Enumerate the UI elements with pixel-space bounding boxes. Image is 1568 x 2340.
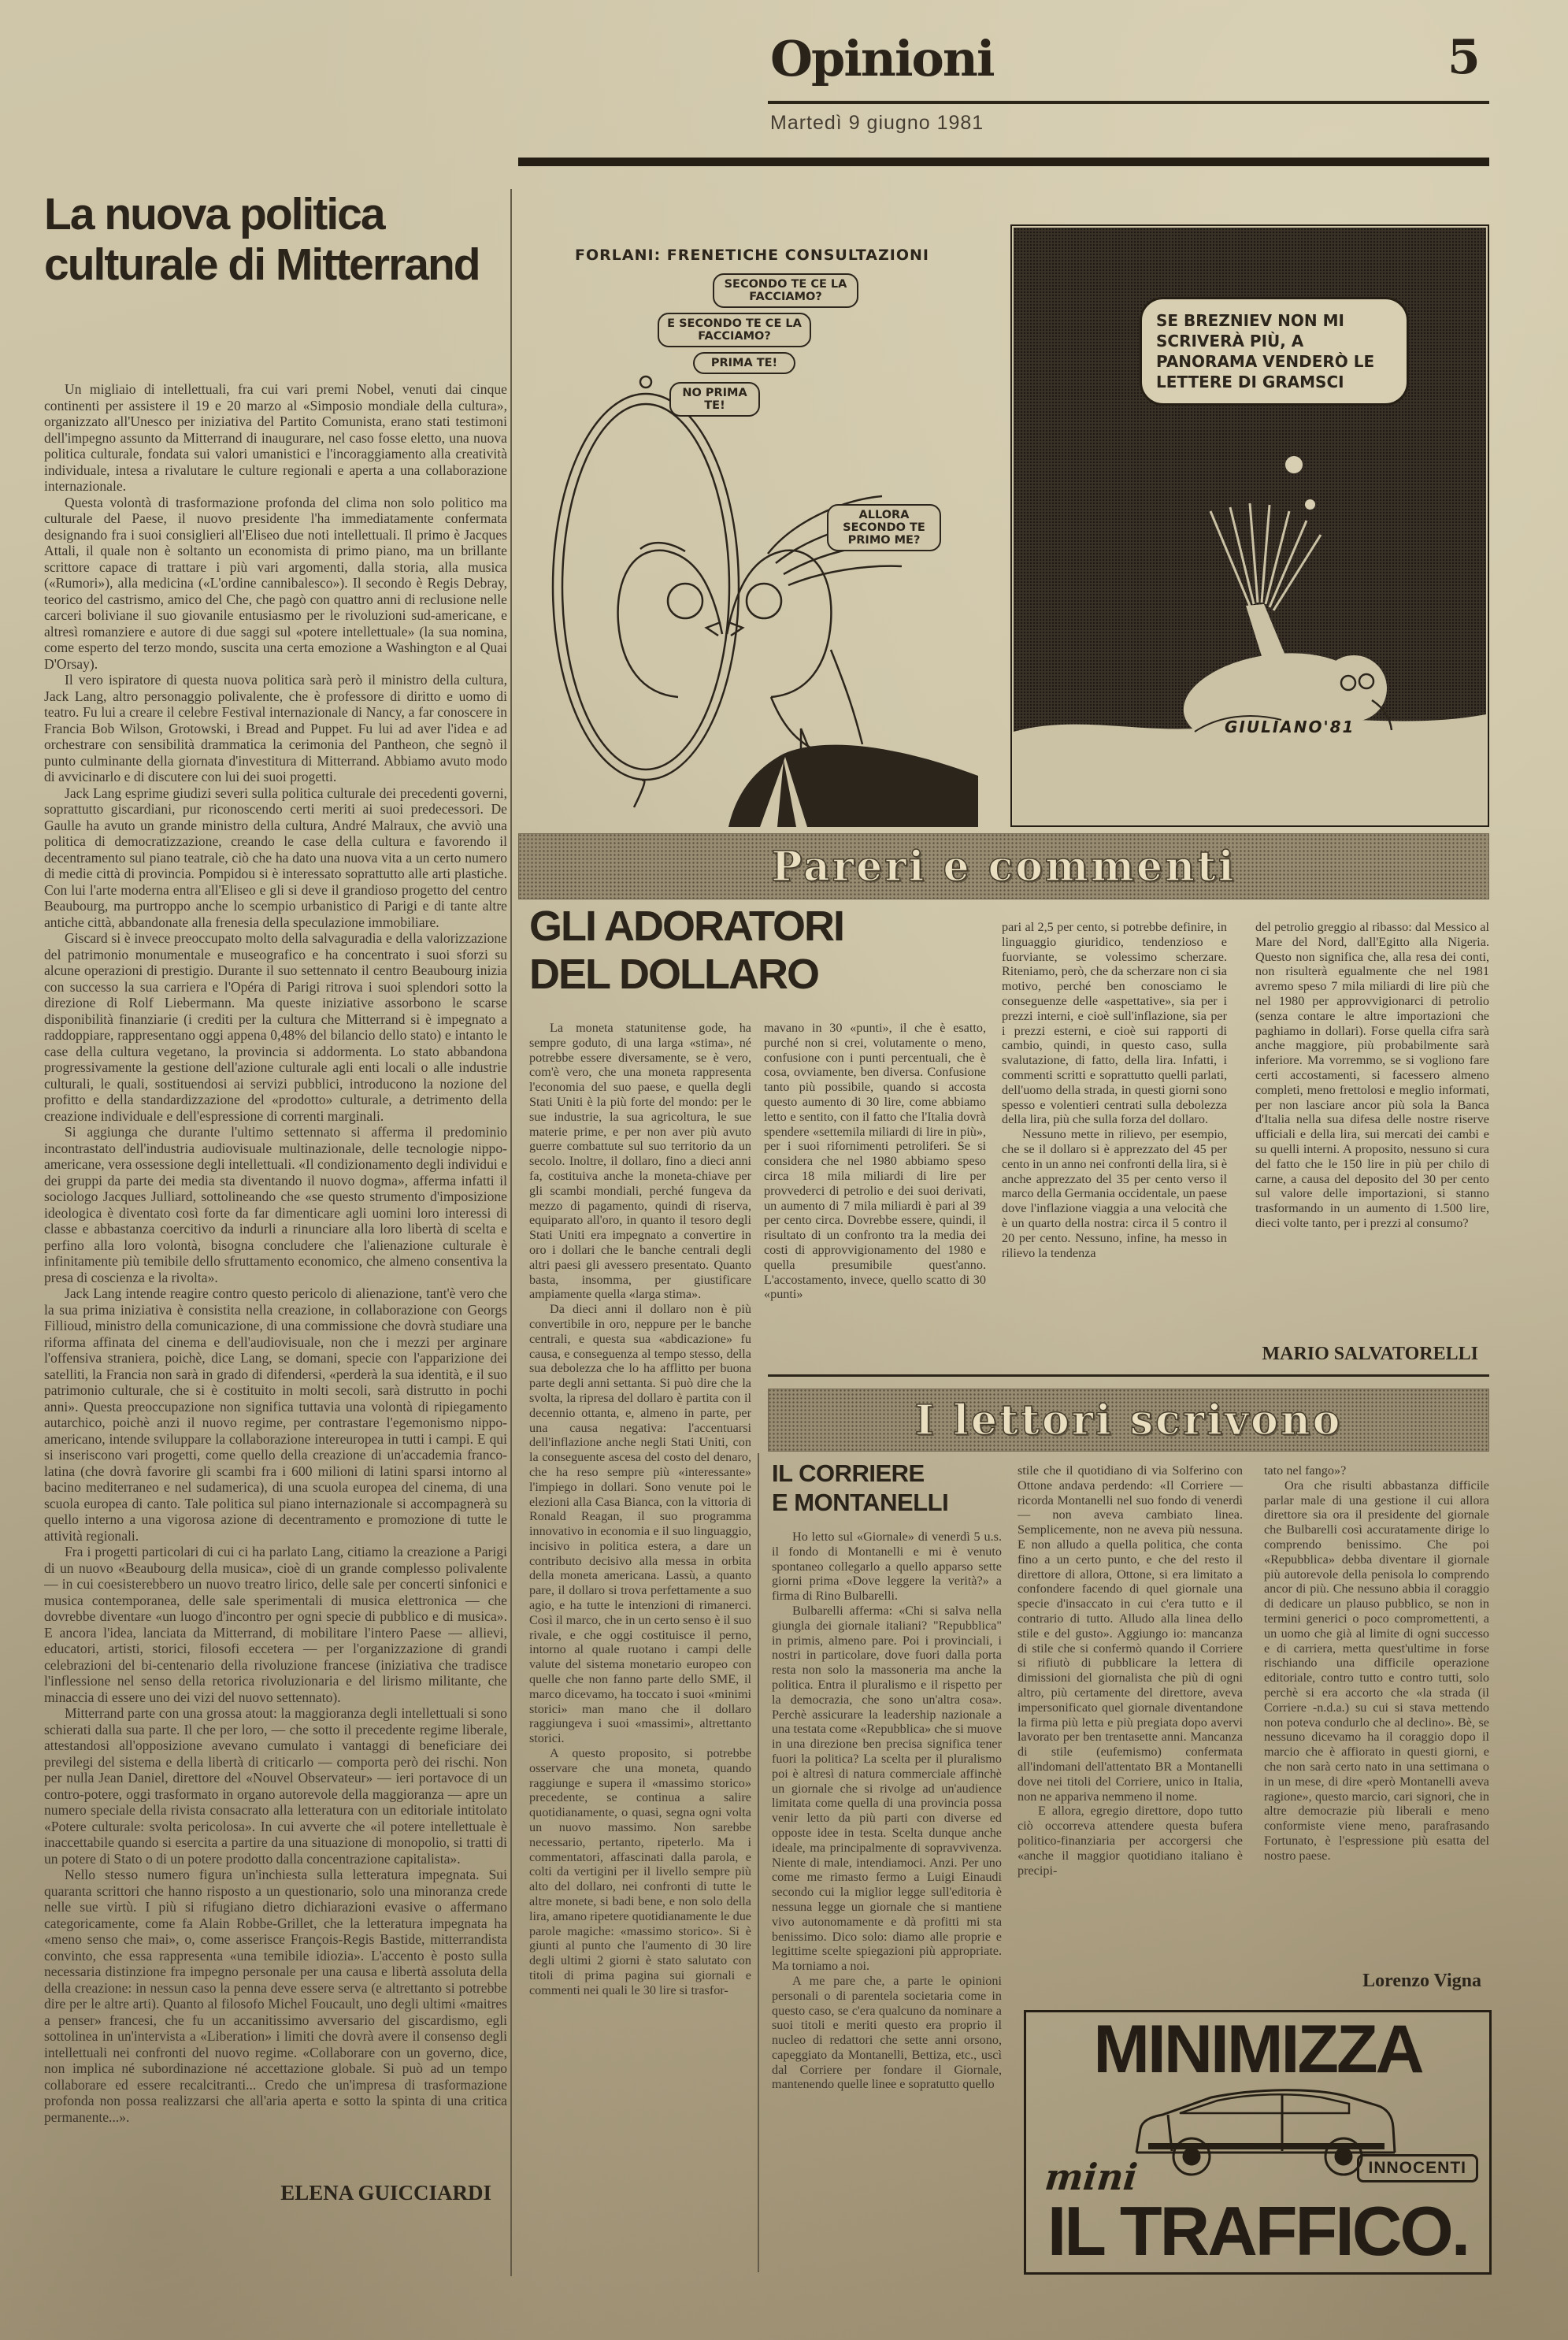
paragraph: Il vero ispiratore di questa nuova politica sarà però il ministro della cultura, Jack Lang, altro personaggio polivalente, che è professore di diritto e uomo di teatro. Fu lui a creare il celebre Festival internazionale di Nancy, a far conoscere in Francia Bob Wilson, Grotowski, i Bread and Puppet. Fu lui ad aver l'idea e ad orchestrare con sensibilità drammatica la cerimonia del Pantheon, che segnò il punto culminante della giornata d'investitura di Mitterrand. Abbiamo avuto modo di avvicinarlo e di discutere con lui dei suoi progetti. bbox=[44, 672, 507, 784]
letter-heading-line1: IL CORRIERE bbox=[772, 1459, 925, 1487]
dollaro-col4-wrap bbox=[1255, 920, 1489, 1365]
paragraph: Nessuno mette in rilievo, per esempio, che se il dollaro si è apprezzato del 45 per cento in un anno nei confronti della lira, si è anche apprezzato del 35 per cento verso il marco della Germania occidentale, un paese dove l'inflazione viaggia a una velocità che è un quarto della nostra: circa il 5 contro il 20 per cento. Nessuno, infine, ha messo in rilievo la tendenza bbox=[1002, 1127, 1227, 1260]
paragraph: Ora che risulti abbastanza difficile parlar male di una gestione il cui allora direttore sia ora il presidente del giornale che Bulbarelli così accuratamente dirige lo comprendo benissimo. Che poi «Repubblica» debba diventare il giornale più autorevole della penisola lo comprendo ancor di più. Che nessuno abbia il coraggio di dedicare un plauso pubblico, se non in termini generici o poco compromettenti, a un uomo che già al limite di ogni successo e di carriera, metta quest'ultime in forse rischiando una difficile operazione editoriale, contro tutto e contro tutti, solo perchè si era accorto che «la strada (il Corriere -n.d.a.) su cui si stava mettendo non poteva condurlo che al declino». Bè, se nessuno dicevamo ha il coraggio dopo il marcio che è affiorato in questi giorni, e che non sarà certo nato in una settimana o in un mese, di dire «però Montanelli aveva ragione», questo marcio, cari signori, che in altre democrazie più liberali e meno conformiste viene meno, parafrasando Fortunato, è l'espressione più esatta del nostro paese. bbox=[1264, 1478, 1489, 1863]
article-mitterrand bbox=[44, 189, 507, 2205]
paragraph: Jack Lang esprime giudizi severi sulla politica culturale dei precedenti governi, soprattutto giscardiani, pur riconoscendo certi meriti ai suoi predecessori. De Gaulle ha avuto un grande ministro della cultura, André Malraux, che avviò una politica di democratizzazione, creando le case della cultura e favorendo il decentramento sul piano teatrale, ciò che ha dato una nuova vita a un certo numero di medie città di provincia. Pompidou si è interessato soprattutto alle arti plastiche. Con lui l'arte moderna entra all'Eliseo e gli si deve il grandioso progetto del centro Beaubourg, ma purtroppo anche lo scempio urbanistico di Parigi e di tante altre antiche città, abbandonate alla frenesia della speculazione immobiliare. bbox=[44, 784, 507, 930]
cartoon-gramsci bbox=[1014, 228, 1486, 824]
letter-col1-wrap bbox=[772, 1459, 1002, 2262]
letter-heading-line2: E MONTANELLI bbox=[772, 1489, 949, 1516]
paragraph: A me pare che, a parte le opinioni personali o di parentela societaria come in questo caso, se c'era qualcuno da nominare a suoi titoli e meriti questo era proprio il nucleo di redattori che sette anni orsono, capeggiato da Montanelli, Bettiza, etc., uscì dal Corriere per fondare il Giornale, mantenendo quelle linee e sopratutto quello bbox=[772, 1973, 1002, 2092]
paragraph: Jack Lang intende reagire contro questo pericolo di alienazione, tant'è vero che la sua prima iniziativa è consistita nella creazione, in collaborazione con Georgs Fillioud, ministro della comunicazione, di una commissione che dovrà studiare una riforma affinata del cinema e dell'audiovisuale, non che i mezzi per arginare l'offensiva straniera, poichè, dice Lang, se domani, specie con l'apparizione dei satelliti, la Francia non sarà in grado di difendersi, «perderà la sua identità, e il suo patrimonio culturale, che si è costituito in molti secoli, sarà distrutto in pochi anni». Questa preoccupazione non significa tuttavia una volontà di ripiegamento autarchico, poichè anzi il nuovo regime, per contrastare l'egemonismo nippo-americano, intende sviluppare la collaborazione intereuropea in tutti i campi. E qui si inseriscono vari progetti, come quello della creazione di un'accademia franco-latina (che dovrà favorire gli scambi fra i 600 milioni di latini sparsi intorno al bacino mediterraneo e nel sudamerica), di una scuola europea del cinema, di una scuola europea di canto. Tale politica sul piano internazionale si accompagnerà su quello interno a una vigorosa azione di decentramento e promozione di tutte le attività regionali. bbox=[44, 1285, 507, 1544]
article-mitterrand-title bbox=[44, 189, 507, 290]
speech-bubble-3: PRIMA TE! bbox=[693, 352, 795, 374]
paragraph: Ho letto sul «Giornale» di venerdì 5 u.s. il fondo di Montanelli e mi è venuto spontaneo collegarlo a quello apparso sette giorni prima «Dove leggere la verità?» a firma di Rino Bulbarelli. bbox=[772, 1530, 1002, 1604]
paragraph: Bulbarelli afferma: «Chi si salva nella giungla dei giornale italiani? "Repubblica" in primis, almeno pare. Poi i provinciali, i nostri in particolare, dove fuori dalla porta resta non solo la massoneria ma anche la politica. Entra il pluralismo e il rispetto per la democrazia, che sono un'altra cosa». Perchè assicurare la leadership nazionale a una testata come «Repubblica» che si muove in una direzione ben precisa significa tener fuori la politica? La scelta per il pluralismo poi è altresì di natura commerciale affinchè un giornale che si rivolge ad un'audience limitata come quella di una provincia possa venir letto da più parti con diverse ed opposte idee in testa. Scelta dunque anche ideale, ma principalmente di sopravvivenza. Niente di male, intendiamoci. Anzi. Per uno come me rimasto fermo a Luigi Einaudi secondo cui la miglior legge sull'editoria è nessuna legge un giornale che si mantiene vivo autonomamente e dà profitti mi sta benissimo. Dico solo: diamo alle proprie e legittime scelte spiegazioni più appropriate. Ma torniamo a noi. bbox=[772, 1603, 1002, 1974]
paragraph: Da dieci anni il dollaro non è più convertibile in oro, neppure per le banche centrali, e questa sua «abdicazione» fu causa, e conseguenza al tempo stesso, della sua debolezza che lo ha afflitto per buona parte degli anni settanta. Si può dire che la svolta, la ripresa del dollaro è partita con il decennio ottanta, e, almeno in parte, per una causa negativa: l'accentuarsi dell'inflazione anche negli Stati Uniti, con la conseguente ascesa del costo del denaro, che ha reso sempre più «interessante» l'impiego in dollari. Sono venute poi le elezioni alla Casa Bianca, con la vittoria di Ronald Reagan, il suo programma innovativo in economia e il suo linguaggio, incisivo in politica estera, a dare un contributo decisivo alla messa in orbita della moneta americana. Lassù, a quanto pare, il dollaro si trova perfettamente a suo agio, e ha tutte le intenzioni di rimanerci. Così il marco, che in un certo senso è il suo rivale, e che oggi costituisce il perno, intorno al quale ruotano i campi delle valute del sistema monetario europeo con quelle che non fanno parte dello SME, il marco dicevamo, ha toccato i suoi «minimi storici» man mano che il dollaro raggiungeva i suoi «massimi», altrettanto storici. bbox=[529, 1302, 751, 1746]
banner-pareri-label: Pareri e commenti bbox=[771, 842, 1236, 891]
dollaro-col4 bbox=[1255, 920, 1489, 1339]
letter-col1 bbox=[772, 1530, 1002, 2262]
paragraph: Nello stesso numero figura un'inchiesta sulla letteratura impegnata. Sui quaranta scrittori che hanno risposto a un questionario, solo una minoranza crede nelle sue virtù. I più si rifugiano dietro dichiarazioni evasive o affermano categoricamente, come fa Alain Robbe-Grillet, che la letteratura impegnata ha «meno senso che mai», o, come asserisce François-Regis Bastide, mitterrandista convinto, che essa rappresenta «una temibile idiozia». L'accento è posto sulla necessaria distinzione fra impegno personale per una causa e libertà assoluta della della creazione: in nessun caso la penna deve essere serva (e altrettanto si potrebbe dire per le altre arti). Quanto al filosofo Michel Foucault, uno degli ultimi «maitres a penser» francesi, che fu un accanitissimo avversario del giscardismo, egli sottolinea in un'intervista a «Liberation» i limiti che dovrà avere il consenso degli intellettuali nei confronti del nuovo regime. «Collaborare con un governo, dice, non implica né subordinazione né accettazione globale. Si può ad un tempo collaborare ed essere recalcitranti... Credo che un'impresa di trasformazione profonda non possa realizzarsi che all'aria aperta e sotto la spinta di una critica permanente...». bbox=[44, 1867, 507, 2125]
letter-col2 bbox=[1018, 1463, 1243, 2002]
title-line2: culturale di Mitterrand bbox=[44, 239, 480, 290]
page-title: Opinioni bbox=[770, 30, 994, 87]
letters-top-rule bbox=[768, 1374, 1489, 1377]
article-mitterrand-body bbox=[44, 381, 507, 2236]
bubble-dot-large bbox=[1285, 456, 1303, 473]
section-top-bar bbox=[518, 158, 1489, 166]
cartoon-forlani-caption: FORLANI: FRENETICHE CONSULTAZIONI bbox=[575, 247, 929, 264]
paragraph: tato nel fango»? bbox=[1264, 1463, 1347, 1478]
banner-lettori-label: I lettori scrivono bbox=[914, 1396, 1343, 1444]
paragraph: Mitterrand parte con una grossa atout: la maggioranza degli intellettuali si sono schierati dalla sua parte. Il che per loro, — che sotto il precedente regime liberale, attestandosi all'opposizione avevano cumulato i vantaggi di beneficiare dei previlegi del sistema e della libertà di criticarlo — comporta però dei rischi. Non per nulla Jean Daniel, direttore del «Nouvel Observateur» — ieri portavoce di un contro-potere, oggi trasformato in organo autorevole della maggioranza — apre un numero speciale della rivista consacrato alla letteratura con un editoriale intitolato «Potere culturale: svolta pericolosa». In cui avverte che «il potere intellettuale è inaccettabile quando si esercita a partire da una situazione di monopolio, si tratti di un potere di Stato o di un potere prodotto dalla concentrazione capitalista». bbox=[44, 1705, 507, 1867]
speech-bubble-1: SECONDO TE CE LA FACCIAMO? bbox=[713, 273, 858, 308]
speech-bubble-5: ALLORA SECONDO TE PRIMO ME? bbox=[827, 504, 941, 551]
paragraph: stile che il quotidiano di via Solferino con Ottone andava perdendo: «Il Corriere — ricorda Montanelli nel suo fondo di venerdì — non aveva cambiato linea. Semplicemente, non ne aveva più nessuna. E non alludo a quella politica, che conta fino a un certo punto, e che del resto il direttore di allora, Ottone, si era limitato a confondere facendo di quel giornale una specie d'insaccato in cui c'era tutto e il contrario di tutto. Alludo alla linea dello stile e del gusto». Aggiungo io: mancanza di stile che si confermò quando il Corriere si rifiutò di pubblicare la lettera di dimissioni del giornalista che più di ogni altro, più certamente del direttore, aveva impersonificato quel giornale diventandone la firma più letta e più pregiata dopo avervi lavorato per ben trentasette anni. Mancanza di stile (eufemismo) confermata all'indomani dell'attentato BR a Montanelli dove nei titoli del Corriere, unico in Italia, non ne appariva nemmeno il nome. bbox=[1018, 1463, 1243, 1804]
paragraph: del petrolio greggio al ribasso: dal Messico al Mare del Nord, dall'Egitto alla Nigeria. Questo non significa che, alla resa dei conti, non risulterà egualmente che nel 1981 avremo speso 7 mila miliardi di lire più che nel 1980 per approvvigionarci di petrolio (senza contare le altre importazioni che paghiamo in dollari). Forse quella cifra sarà anche maggiore, più probabilmente sarà inferiore. Ma vorremmo, se si vogliono fare certi accostamenti, si facessero almeno completi, meno frettolosi e meglio informati, per non lasciare ancor più sola la Banca d'Italia nella sua difesa delle nostre riserve ufficiali e della lira, sui mercati dei cambi e su quelli interni. A proposito, nessuno si cura del fatto che le 150 lire in più per chilo di carne, a causa del deposito del 30 per cento sul valore delle importazioni, si stanno trasformando in un aumento di 1.500 lire, dieci volte tanto, per i prezzi al consumo? bbox=[1255, 920, 1489, 1230]
column-rule-mid bbox=[758, 1453, 759, 2272]
innocenti-badge: INNOCENTI bbox=[1357, 2154, 1479, 2182]
letter-col3-wrap bbox=[1264, 1463, 1489, 1992]
speech-bubble-2: E SECONDO TE CE LA FACCIAMO? bbox=[658, 313, 811, 347]
banner-pareri bbox=[518, 833, 1489, 899]
header-rule bbox=[768, 101, 1489, 104]
paragraph: Un migliaio di intellettuali, fra cui vari premi Nobel, venuti dai cinque continenti per assistere il 19 e 20 marzo al «Simposio mondiale della cultura», organizzato all'Unesco per iniziativa del Partito Comunista, erano stati testimoni dell'impegno assunto da Mitterrand di inaugurare, nel caso fosse eletto, una nuova politica culturale, fondata sui valori umanistici e l'incoraggiamento alla creatività individuale, intesa a rivalutare le culture regionali e aperta a una collaborazione internazionale. bbox=[44, 381, 507, 494]
dollaro-col2 bbox=[764, 1021, 986, 1367]
paragraph: La moneta statunitense gode, ha sempre goduto, di una larga «stima», né potrebbe essere diversamente, se è vero, com'è vero, che una moneta rappresenta l'economia del suo paese, e quella degli Stati Uniti è la più forte del mondo: per le sue industrie, la sua agricoltura, le sue materie prime, e per non aver più avuto guerre combattute sul suo territorio da un secolo. Inoltre, il dollaro, fino a dieci anni fa, costituiva anche la moneta-chiave per gli scambi mondiali, perché fungeva da mezzo di pagamento, quindi di riserva, equiparato all'oro, in quanto il tesoro degli Stati Uniti era impegnato a convertire in oro i dollari che le banche centrali degli altri paesi gli avessero presentato. Quanto basta, insomma, per giustificare ampiamente quella «larga stima». bbox=[529, 1021, 751, 1302]
bubble-dot-small bbox=[1305, 499, 1315, 510]
paragraph: E allora, egregio direttore, dopo tutto ciò occorreva attendere questa bufera politico-finanziaria per accorgersi che «anche il maggior quotidiano italiano è precipi- bbox=[1018, 1804, 1243, 1878]
paragraph: Si aggiunga che durante l'ultimo settennato si afferma il predominio incontrastato dell'industria audiovisuale multinazionale, delle tecnologie nippo-americane, vera ossessione degli intellettuali. «Il condizionamento degli individui e dei gruppi da parte dei media sta diventando il nuovo dogma», afferma infatti il sociologo Jacques Julliard, sottolineando che «se questo strumento d'imposizione ideologica è diventato così forte da far dimenticare agli uomini loro interessi di classe e abbastanza coercitivo da indurli a rinunciare alla loro libertà di scelta e perfino alla loro volontà, bisogna concludere che l'alienazione culturale è infinitamente più temibile dello sfruttamento economico, che almeno consentiva la presa di coscienza e la rivolta». bbox=[44, 1124, 507, 1285]
mini-logo: mini bbox=[1043, 2156, 1140, 2198]
paragraph: pari al 2,5 per cento, si potrebbe definire, in linguaggio giuridico, tendenzioso e fuorviante, se volessimo scherzare. Riteniamo, però, che da scherzare non ci sia motivo, perché ben conosciamo le conseguenze delle «aspettative», sia per i prezzi interni, e cioè sull'inflazione, sia per i prezzi esterni, e cioè sui rapporti di cambio, quindi, in questo caso, sulla svalutazione, di fatto, della lira. Infatti, i commenti scritti e soprattutto quelli parlati, dell'uomo della strada, in questi giorni sono spesso e volentieri centrati sulla debolezza della lira, più che sulla forza del dollaro. bbox=[1002, 920, 1227, 1127]
thought-bubble: SE BREZNIEV NON MI SCRIVERÀ PIÙ, A PANORAMA VENDERÒ LE LETTERE DI GRAMSCI bbox=[1140, 297, 1409, 406]
paragraph: Questa volontà di trasformazione profonda del clima non solo politico ma culturale del Paese, il nuovo presidente l'ha immediatamente confermata designando fra i suoi consiglieri all'Eliseo due noti intellettuali. Il primo è Jacques Attali, il quale non è soltanto un economista di primo piano, ma un brillante scrittore capace di trattare i più vari argomenti, dalla storia, alla musica («Rumori»), alla medicina («L'ordine cannibalesco»). Il secondo è Regis Debray, teorico del castrismo, amico del Che, che pagò con quattro anni di reclusione nelle carceri boliviane il suo giovanile entusiasmo per le rivoluzioni sud-americane, e altresì romanziere e autore di due saggi sul «potere intellettuale» (la sua nomina, come esperto del terzo mondo, suscita una certa emozione a Washington e al Quai D'Orsay). bbox=[44, 494, 507, 672]
letter-signature: Lorenzo Vigna bbox=[1362, 1971, 1481, 1991]
banner-lettori bbox=[768, 1389, 1489, 1452]
dollaro-col1 bbox=[529, 1021, 751, 2243]
cartoon-forlani bbox=[524, 224, 978, 827]
letter-heading bbox=[772, 1459, 1002, 1517]
ad-headline-2: IL TRAFFICO. bbox=[1047, 2192, 1469, 2270]
dollaro-title-line2: DEL DOLLARO bbox=[529, 951, 818, 998]
paragraph: A questo proposito, si potrebbe osservare che una moneta, quando raggiunge e supera il «massimo storico» precedente, se continua a salire quotidianamente, o quasi, segna ogni volta un nuovo massimo. Non sarebbe necessario, pertanto, ripeterlo. Ma i commentatori, affascinati dalla parola, e colti da vertigini per il livello sempre più alto del dollaro, nei confronti di tutte le altre monete, si badi bene, e non solo della lira, amano ripetere quotidianamente le due parole magiche: «massimo storico». Si è giunti al punto che l'aumento di 30 lire degli ultimi 2 giorni è stato salutato con titoli di prima pagina sui giornali e commenti nei quali le 30 lire si trasfor- bbox=[529, 1746, 751, 1997]
dollaro-signature: MARIO SALVATORELLI bbox=[1262, 1344, 1478, 1364]
ad-headline-1: MINIMIZZA bbox=[1093, 2012, 1422, 2087]
paragraph: Giscard si è invece preoccupato molto della salvaguradia e della valorizzazione del patrimonio monumentale e museografico e ha concentrato i suoi sforzi su alcune operazioni di prestigio. Durante il suo settennato il centro Beaubourg inizia con successo la sua carriera e l'Opéra di Parigi ritrova i suoi splendori sotto la direzione di Rolf Liebermann. Ma queste iniziative assorbono le scarse disponibilità finanziarie (i crediti per la cultura che Mitterrand si è impegnato a raddoppiare, rappresentano oggi appena 0,48% del bilancio dello stato) e intanto le case della cultura vegetano, la provincia si addormenta. Lo stato abbandona progressivamente la gestione dell'azione culturale agli enti locali o alle industrie culturali, le quali, sostituendosi ai servizi pubblici, introducono la nozione del profitto e della standardizzazione del «prodotto» culturale, a detrimento della creazione individuale e dell'espressione di correnti marginali. bbox=[44, 930, 507, 1124]
column-rule-left bbox=[510, 189, 512, 2276]
cartoonist-signature: GIULIANO'81 bbox=[1225, 718, 1355, 736]
ad-innocenti-mini bbox=[1024, 2010, 1492, 2275]
speech-bubble-4: NO PRIMA TE! bbox=[669, 382, 760, 417]
dollaro-title-line1: GLI ADORATORI bbox=[529, 903, 843, 950]
letter-col3 bbox=[1264, 1463, 1489, 1967]
dollaro-col3 bbox=[1002, 920, 1227, 1367]
article-mitterrand-signature: ELENA GUICCIARDI bbox=[280, 2181, 491, 2205]
page-number: 5 bbox=[1448, 30, 1481, 85]
paragraph: Fra i progetti particolari di cui ci ha parlato Lang, citiamo la creazione a Parigi di un nuovo «Beaubourg della musica», cioè di un grande complesso polivalente — in cui coesisterebbero un nuovo treatro lirico, delle sale per concerti sinfonici e musica contemporanea, delle sale sperimentali di musica elettronica — che dovrebbe diventare «un luogo d'incontro per ogni specie di pubblico e di musica». E ancora l'idea, lanciata da Mitterrand, di mobilitare l'intero Paese — allievi, educatori, artisti, storici, filosofi eccetera — per l'organizzazione di grandi celebrazioni del bi-centenario della rivoluzione francese (iniziativa che tradisce l'inflessione nel senso della retorica rivoluzionaria e del lirismo militante, che minaccia di essere uno dei vizi del nuovo settennato). bbox=[44, 1544, 507, 1705]
title-line1: La nuova politica bbox=[44, 189, 384, 239]
paragraph: mavano in 30 «punti», il che è esatto, purché non si crei, volutamente o meno, confusione con i punti percentuali, che è cosa, ovviamente, ben diversa. Confusione tanto più possibile, quando si accosta questo aumento di 30 lire, come abbiamo letto e sentito, con il fatto che l'Italia dovrà spendere «settemila miliardi di lire in più», per i suoi rifornimenti petroliferi. Se si considera che nel 1980 abbiamo speso circa 18 mila miliardi di lire per provvederci di petrolio e dei suoi derivati, un aumento di 7 mila miliardi è pari al 39 per cento circa. Dovrebbe essere, quindi, il risultato di un confronto tra la media dei costi di approvvigionamento del 1980 e quella presumibile quest'anno. L'accostamento, invece, quello scatto di 30 «punti» bbox=[764, 1021, 986, 1302]
article-dollaro-title bbox=[529, 903, 891, 999]
page-date: Martedì 9 giugno 1981 bbox=[770, 112, 984, 134]
